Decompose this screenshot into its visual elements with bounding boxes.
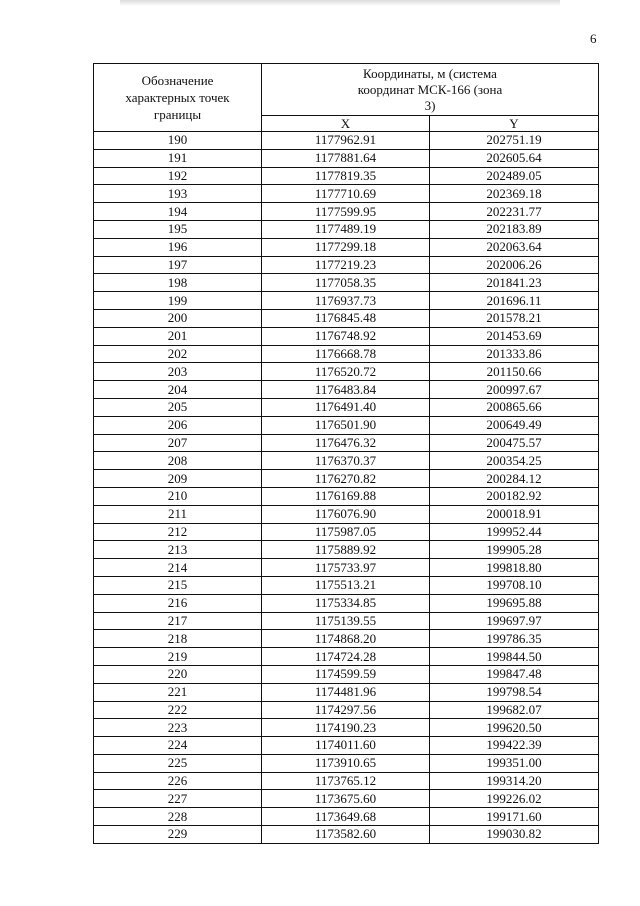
- table-row: [94, 541, 599, 559]
- point-number-cell: 228: [94, 808, 262, 826]
- y-coordinate-cell: 200475.57: [430, 434, 599, 452]
- table-row: [94, 487, 599, 505]
- y-coordinate-cell: 199620.50: [430, 719, 599, 737]
- x-coordinate-cell: 1176668.78: [262, 345, 430, 363]
- point-number-cell: 222: [94, 701, 262, 719]
- table-row: [94, 327, 599, 345]
- table-row: [94, 452, 599, 470]
- y-coordinate-cell: 202063.64: [430, 238, 599, 256]
- y-coordinate-cell: 199422.39: [430, 737, 599, 755]
- y-coordinate-cell: 199818.80: [430, 559, 599, 577]
- header-point-text: Обозначение характерных точек границы: [125, 73, 230, 122]
- x-coordinate-cell: 1173582.60: [262, 826, 430, 844]
- y-coordinate-cell: 200284.12: [430, 470, 599, 488]
- y-coordinate-cell: 201578.21: [430, 309, 599, 327]
- point-number-cell: 210: [94, 487, 262, 505]
- table-row: [94, 185, 599, 203]
- point-number-cell: 205: [94, 398, 262, 416]
- scan-edge-shadow: [120, 0, 560, 6]
- x-coordinate-cell: 1173910.65: [262, 754, 430, 772]
- point-number-cell: 225: [94, 754, 262, 772]
- x-coordinate-cell: 1173765.12: [262, 772, 430, 790]
- point-number-cell: 193: [94, 185, 262, 203]
- x-coordinate-cell: 1174190.23: [262, 719, 430, 737]
- x-coordinate-cell: 1176520.72: [262, 363, 430, 381]
- y-coordinate-cell: 199226.02: [430, 790, 599, 808]
- y-coordinate-cell: 199030.82: [430, 826, 599, 844]
- point-number-cell: 229: [94, 826, 262, 844]
- point-number-cell: 207: [94, 434, 262, 452]
- y-coordinate-cell: 202605.64: [430, 149, 599, 167]
- y-coordinate-cell: 201841.23: [430, 274, 599, 292]
- point-number-cell: 219: [94, 648, 262, 666]
- table-row: [94, 612, 599, 630]
- x-coordinate-cell: 1176937.73: [262, 292, 430, 310]
- header-x: X: [262, 116, 430, 132]
- x-coordinate-cell: 1177881.64: [262, 149, 430, 167]
- y-coordinate-cell: 199351.00: [430, 754, 599, 772]
- x-coordinate-cell: 1177489.19: [262, 220, 430, 238]
- x-coordinate-cell: 1176748.92: [262, 327, 430, 345]
- y-coordinate-cell: 202751.19: [430, 132, 599, 150]
- point-number-cell: 213: [94, 541, 262, 559]
- table-row: [94, 309, 599, 327]
- y-coordinate-cell: 199798.54: [430, 683, 599, 701]
- table-row: [94, 719, 599, 737]
- x-coordinate-cell: 1176501.90: [262, 416, 430, 434]
- point-number-cell: 203: [94, 363, 262, 381]
- point-number-cell: 197: [94, 256, 262, 274]
- table-row: [94, 701, 599, 719]
- y-coordinate-cell: 202489.05: [430, 167, 599, 185]
- header-coordinates: [262, 64, 599, 116]
- table-row: [94, 381, 599, 399]
- point-number-cell: 218: [94, 630, 262, 648]
- point-number-cell: 199: [94, 292, 262, 310]
- header-y: Y: [430, 116, 599, 132]
- table-row: [94, 398, 599, 416]
- table-row: [94, 292, 599, 310]
- point-number-cell: 201: [94, 327, 262, 345]
- y-coordinate-cell: 201453.69: [430, 327, 599, 345]
- point-number-cell: 191: [94, 149, 262, 167]
- table-row: [94, 256, 599, 274]
- table-row: [94, 594, 599, 612]
- table-row: [94, 274, 599, 292]
- point-number-cell: 224: [94, 737, 262, 755]
- point-number-cell: 212: [94, 523, 262, 541]
- y-coordinate-cell: 200649.49: [430, 416, 599, 434]
- point-number-cell: 206: [94, 416, 262, 434]
- y-coordinate-cell: 199708.10: [430, 576, 599, 594]
- table-row: [94, 737, 599, 755]
- y-coordinate-cell: 199952.44: [430, 523, 599, 541]
- x-coordinate-cell: 1174599.59: [262, 665, 430, 683]
- x-coordinate-cell: 1176169.88: [262, 487, 430, 505]
- y-coordinate-cell: 200997.67: [430, 381, 599, 399]
- table-row: [94, 238, 599, 256]
- x-coordinate-cell: 1176491.40: [262, 398, 430, 416]
- x-coordinate-cell: 1176845.48: [262, 309, 430, 327]
- table-row: [94, 772, 599, 790]
- x-coordinate-cell: 1175513.21: [262, 576, 430, 594]
- y-coordinate-cell: 199695.88: [430, 594, 599, 612]
- table-row: [94, 345, 599, 363]
- table-row: [94, 523, 599, 541]
- y-coordinate-cell: 199905.28: [430, 541, 599, 559]
- table-row: [94, 826, 599, 844]
- point-number-cell: 216: [94, 594, 262, 612]
- table-row: [94, 808, 599, 826]
- table-row: [94, 754, 599, 772]
- x-coordinate-cell: 1176370.37: [262, 452, 430, 470]
- y-coordinate-cell: 202006.26: [430, 256, 599, 274]
- x-coordinate-cell: 1177058.35: [262, 274, 430, 292]
- y-coordinate-cell: 200182.92: [430, 487, 599, 505]
- table-row: [94, 149, 599, 167]
- x-coordinate-cell: 1177599.95: [262, 203, 430, 221]
- table-row: [94, 220, 599, 238]
- table-row: [94, 470, 599, 488]
- point-number-cell: 194: [94, 203, 262, 221]
- x-coordinate-cell: 1177710.69: [262, 185, 430, 203]
- x-coordinate-cell: 1175334.85: [262, 594, 430, 612]
- x-coordinate-cell: 1176076.90: [262, 505, 430, 523]
- point-number-cell: 208: [94, 452, 262, 470]
- x-coordinate-cell: 1176476.32: [262, 434, 430, 452]
- table-row: [94, 505, 599, 523]
- point-number-cell: 223: [94, 719, 262, 737]
- table-row: [94, 648, 599, 666]
- y-coordinate-cell: 201150.66: [430, 363, 599, 381]
- table-row: [94, 416, 599, 434]
- x-coordinate-cell: 1177962.91: [262, 132, 430, 150]
- table-row: [94, 683, 599, 701]
- y-coordinate-cell: 199844.50: [430, 648, 599, 666]
- table-row: [94, 790, 599, 808]
- y-coordinate-cell: 199697.97: [430, 612, 599, 630]
- x-coordinate-cell: 1175139.55: [262, 612, 430, 630]
- point-number-cell: 192: [94, 167, 262, 185]
- y-coordinate-cell: 201333.86: [430, 345, 599, 363]
- x-coordinate-cell: 1177219.23: [262, 256, 430, 274]
- point-number-cell: 220: [94, 665, 262, 683]
- point-number-cell: 190: [94, 132, 262, 150]
- x-coordinate-cell: 1176483.84: [262, 381, 430, 399]
- table-row: [94, 665, 599, 683]
- y-coordinate-cell: 200354.25: [430, 452, 599, 470]
- point-number-cell: 198: [94, 274, 262, 292]
- table-row: [94, 167, 599, 185]
- x-coordinate-cell: 1174481.96: [262, 683, 430, 701]
- table-row: [94, 630, 599, 648]
- table-row: [94, 363, 599, 381]
- table-body: [94, 132, 599, 844]
- y-coordinate-cell: 201696.11: [430, 292, 599, 310]
- y-coordinate-cell: 199786.35: [430, 630, 599, 648]
- point-number-cell: 209: [94, 470, 262, 488]
- table-row: [94, 576, 599, 594]
- x-coordinate-cell: 1175733.97: [262, 559, 430, 577]
- table-row: [94, 203, 599, 221]
- table-row: [94, 434, 599, 452]
- point-number-cell: 226: [94, 772, 262, 790]
- y-coordinate-cell: 199682.07: [430, 701, 599, 719]
- x-coordinate-cell: 1173649.68: [262, 808, 430, 826]
- y-coordinate-cell: 199847.48: [430, 665, 599, 683]
- header-coordinates-text: Координаты, м (система координат МСК-166 (зона 3): [357, 65, 503, 113]
- point-number-cell: 211: [94, 505, 262, 523]
- y-coordinate-cell: 202231.77: [430, 203, 599, 221]
- x-coordinate-cell: 1174868.20: [262, 630, 430, 648]
- point-number-cell: 217: [94, 612, 262, 630]
- x-coordinate-cell: 1174724.28: [262, 648, 430, 666]
- y-coordinate-cell: 202183.89: [430, 220, 599, 238]
- y-coordinate-cell: 200865.66: [430, 398, 599, 416]
- y-coordinate-cell: 199171.60: [430, 808, 599, 826]
- x-coordinate-cell: 1174011.60: [262, 737, 430, 755]
- point-number-cell: 221: [94, 683, 262, 701]
- table-row: [94, 132, 599, 150]
- x-coordinate-cell: 1174297.56: [262, 701, 430, 719]
- point-number-cell: 227: [94, 790, 262, 808]
- point-number-cell: 195: [94, 220, 262, 238]
- x-coordinate-cell: 1175987.05: [262, 523, 430, 541]
- table-row: [94, 559, 599, 577]
- point-number-cell: 214: [94, 559, 262, 577]
- coordinates-table: [93, 63, 599, 844]
- x-coordinate-cell: 1173675.60: [262, 790, 430, 808]
- point-number-cell: 215: [94, 576, 262, 594]
- x-coordinate-cell: 1177299.18: [262, 238, 430, 256]
- point-number-cell: 202: [94, 345, 262, 363]
- y-coordinate-cell: 202369.18: [430, 185, 599, 203]
- x-coordinate-cell: 1176270.82: [262, 470, 430, 488]
- point-number-cell: 200: [94, 309, 262, 327]
- x-coordinate-cell: 1177819.35: [262, 167, 430, 185]
- point-number-cell: 204: [94, 381, 262, 399]
- y-coordinate-cell: 200018.91: [430, 505, 599, 523]
- header-point-designation: [94, 64, 262, 132]
- page-number: 6: [590, 31, 597, 46]
- point-number-cell: 196: [94, 238, 262, 256]
- y-coordinate-cell: 199314.20: [430, 772, 599, 790]
- x-coordinate-cell: 1175889.92: [262, 541, 430, 559]
